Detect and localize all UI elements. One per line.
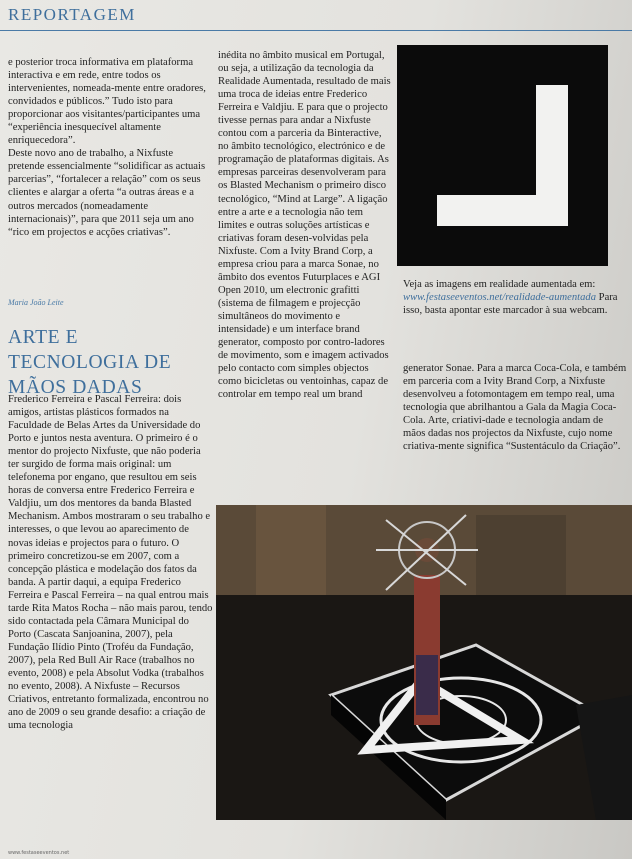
- header-rule: [0, 30, 632, 31]
- caption-text-2: Para isso, basta apontar este marcador à sua webcam.: [403, 292, 618, 316]
- ar-marker-bar-vertical: [536, 85, 568, 226]
- photo-wall-panel: [256, 505, 326, 600]
- section-header: REPORTAGEM: [8, 5, 136, 24]
- column-1-intro: [8, 56, 208, 239]
- ar-demo-photo: [216, 505, 632, 820]
- author-signature: Maria João Leite: [8, 298, 64, 307]
- intro-paragraph-2: Deste novo ano de trabalho, a Nixfuste pretende essencialmente “solidificar as actuais parcerias”, “fortalecer a relação” com os seus clientes e alargar a oferta “a outras áreas e a outros mercados (nomeadamente internacionais)”, para que 2011 seja um ano “rico em projectos e acções criativas”.: [8, 148, 206, 238]
- article-title: ARTE E TECNOLOGIA DE MÃOS DADAS: [8, 327, 172, 398]
- footer-url: www.festaseeventos.net: [8, 850, 70, 856]
- article-paragraph-3: generator Sonae. Para a marca Coca-Cola, e também em parceria com a Ivity Brand Corp, a Nixfuste desenvolveu a fotomontagem em tempo real, uma tecnologia que abrilhantou a Gala da Magia Coca-Cola. Arte, criativi-dade e tecnologia andam de mãos dadas nos projectos da Nixfuste, cujo nome criativa-mente significa “Sustentáculo da Criação”.: [403, 363, 627, 453]
- ar-caption: [403, 278, 625, 317]
- ar-marker-image: [397, 45, 608, 266]
- article-body-column-1: [8, 393, 213, 732]
- photo-wall-panel: [476, 515, 566, 605]
- article-body-column-3: [403, 362, 628, 453]
- caption-link[interactable]: www.festaseeventos.net/realidade-aumentada: [403, 292, 597, 303]
- intro-paragraph-1: e posterior troca informativa em plataforma interactiva e em rede, entre todos os intervenientes, nomeada-mente entre oradores, convidados e públicos.” Tudo isto para proporcionar aos visitantes/participantes uma “experiência inesquecível altamente enriquecedora”.: [8, 57, 206, 147]
- article-body-column-2: [218, 49, 393, 401]
- caption-text-1: Veja as imagens em realidade aumentada em:: [403, 279, 596, 290]
- ar-figure-robe: [416, 655, 438, 715]
- article-paragraph-2: inédita no âmbito musical em Portugal, ou seja, a utilização da tecnologia da Realidade Aumentada, resultado de mais uma troca de ideias entre Frederico Ferreira e Valdjiu. E para que o projecto tivesse pernas para andar a Nixfuste contou com a parceria da Binteractive, no âmbito tecnológico, electrónico e de programação de plataformas digitais. As empresas parceiras desenvolveram para os Blasted Mechanism o primeiro disco tecnológico, “Mind at Large”. A ligação entre a arte e a tecnologia não tem limites e outras soluções artísticas e criativas foram desen-volvidas pela Nixfuste. Com a Ivity Brand Corp, a empresa criou para a marca Sonae, no âmbito dos eventos Futurplaces e AGI Open 2010, um electronic grafitti (sistema de filmagem e projecção simultâneos do movimento e intensidade) e um interface brand generator, composto por contro-ladores de movimento, som e imagem activados pelo contacto com simples objectos como bicicletas ou ventoinhas, capaz de controlar em tempo real um brand: [218, 50, 391, 401]
- ar-photo-illustration: [216, 505, 632, 820]
- article-paragraph-1: Frederico Ferreira e Pascal Ferreira: dois amigos, artistas plásticos formados na Faculdade de Belas Artes da Universidade do Porto e juntos nesta aventura. O primeiro é o mentor do projecto Nixfuste, que não poderia ter surgido de forma mais original: um telefonema por engano, que resultou em seis horas de conversa entre Frederico Ferreira e Valdjiu, um dos mentores da banda Blasted Mechanism. Ambos mostraram o seu trabalho e interesses, o que levou ao aparecimento de novas ideias e projectos para o futuro. O primeiro concretizou-se em 2007, com a concepção plástica e modelação dos fatos da banda. A partir daqui, a equipa Frederico Ferreira e Pascal Ferreira – na qual entrou mais tarde Rita Matos Rocha – não mais parou, tendo sido contactada pela Câmara Municipal do Porto (Cascata Sanjoanina, 2007), pela Fundação Ilídio Pinto (Troféu da Fundação, 2007), pela Red Bull Air Race (trabalhos no evento, 2008) e pela Absolut Vodka (trabalhos no evento, 2008). A Nixfuste – Recursos Criativos, entretanto formalizada, encontrou no ano de 2009 o seu grande desafio: a criação de uma tecnologia: [8, 394, 213, 732]
